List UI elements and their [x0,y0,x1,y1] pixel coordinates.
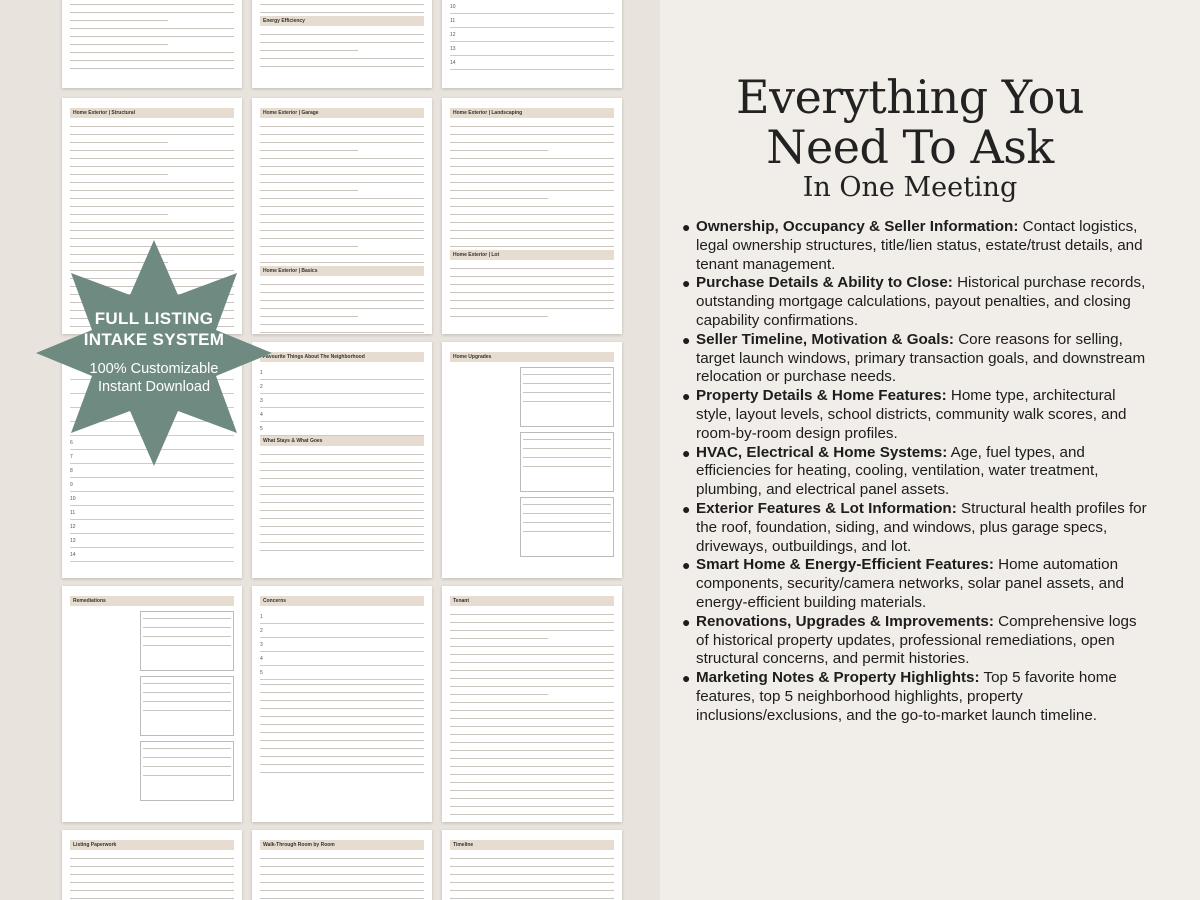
page-title: Tenant [450,596,614,606]
badge-title [36,308,272,350]
badge-subtitle [36,360,272,396]
feature-item [680,274,1150,330]
bullet-icon: ● [682,500,691,517]
feature-item [680,444,1150,500]
page-title: Home Exterior | Structural [70,108,234,118]
feature-text: Home type, architectural style, layout levels, school districts, community walk scores, and room-by-room design profiles. [696,387,1127,442]
feature-title: Ownership, Occupancy & Seller Information: [696,218,1019,235]
form-page: Favourite Things About The Neighborhood 1 2 3 4 5 What Stays & What Goes [252,342,432,578]
form-page [442,830,622,900]
badge-title-line2: INTAKE SYSTEM [83,330,225,349]
form-page [62,0,242,88]
feature-text: Age, fuel types, and efficiencies for heating, cooling, ventilation, water treatment, plumbing, and electrical panel assets. [696,443,1099,499]
page-title: Walk-Through Room by Room [260,840,424,850]
page-title: Home Upgrades [450,352,614,362]
headline-line1: Everything You [736,70,1084,124]
form-page [252,830,432,900]
feature-item [680,613,1150,669]
page-title: Home Exterior | Landscaping [450,108,614,118]
feature-title: Marketing Notes & Property Highlights: [696,669,980,687]
page-title: Home Exterior | Garage [260,108,424,118]
feature-title: Smart Home & Energy-Efficient Features: [696,556,994,574]
page-title: Favourite Things About The Neighborhood [260,352,424,362]
form-page [442,342,622,578]
bullet-icon: ● [682,219,691,235]
page-title: Home Exterior | Basics [260,266,424,276]
feature-item [680,500,1150,556]
feature-title: Renovations, Upgrades & Improvements: [696,612,994,630]
feature-text: Structural health profiles for the roof, foundation, siding, and windows, plus garage specs, driveways, outbuildings, and lot. [696,499,1147,555]
badge-subtitle-line1: 100% Customizable [89,361,219,377]
feature-text: Core reasons for selling, target launch windows, primary transaction goals, and downstream relocation or purchase needs. [696,330,1146,386]
form-page [62,586,242,822]
feature-text: Home automation components, security/camera networks, solar panel assets, and energy-efficient building materials. [696,556,1124,611]
form-page [442,98,622,334]
page-title: Home Exterior | Lot [450,250,614,260]
headline [690,72,1130,204]
form-page [62,830,242,900]
feature-title: Purchase Details & Ability to Close: [696,274,953,292]
feature-title: Exterior Features & Lot Information: [696,499,957,517]
headline-line2: Need To Ask [766,120,1054,174]
badge-title-line1: FULL LISTING [94,309,214,328]
page-title: Remediations [70,596,234,606]
page-title: What Stays & What Goes [260,436,424,446]
bullet-icon: ● [682,331,691,348]
page-title: Listing Paperwork [70,840,234,850]
feature-item [680,387,1150,443]
feature-text: Comprehensive logs of historical property updates, professional remediations, open structural concerns, and permit histories. [696,612,1137,668]
form-page: 10 11 12 13 14 [442,0,622,88]
feature-list [680,218,1150,726]
feature-title: Property Details & Home Features: [696,387,947,405]
feature-text: Top 5 favorite home features, top 5 neighborhood highlights, property inclusions/exclusions, and the go-to-market launch timeline. [696,669,1117,724]
form-page [442,586,622,822]
bullet-icon: ● [682,613,691,630]
feature-item [680,331,1150,387]
feature-title: HVAC, Electrical & Home Systems: [696,443,948,461]
feature-text: Historical purchase records, outstanding mortgage calculations, payout penalties, and closing capability confirmations. [696,274,1146,329]
bullet-icon: ● [682,388,691,405]
page-title: Timeline [450,840,614,850]
feature-item [680,669,1150,725]
feature-title: Seller Timeline, Motivation & Goals: [696,330,954,348]
feature-text: Contact logistics, legal ownership structures, title/lien status, estate/trust details, and tenant management. [696,218,1143,273]
feature-item [680,218,1150,274]
bullet-icon: ● [682,444,691,461]
form-page: Concerns 1 2 3 4 5 [252,586,432,822]
feature-item [680,556,1150,612]
bullet-icon: ● [682,670,691,687]
page-title: Concerns [260,596,424,606]
bullet-icon: ● [682,275,691,292]
bullet-icon: ● [682,557,691,574]
badge-subtitle-line2: Instant Download [97,379,211,395]
form-page: 6 7 8 9 10 11 12 13 14 [62,342,242,578]
product-badge [36,240,272,466]
star-badge-shape [36,240,272,466]
headline-line3: In One Meeting [802,172,1018,203]
page-title: Energy Efficiency [260,16,424,26]
form-page [252,98,432,334]
form-page [252,0,432,88]
